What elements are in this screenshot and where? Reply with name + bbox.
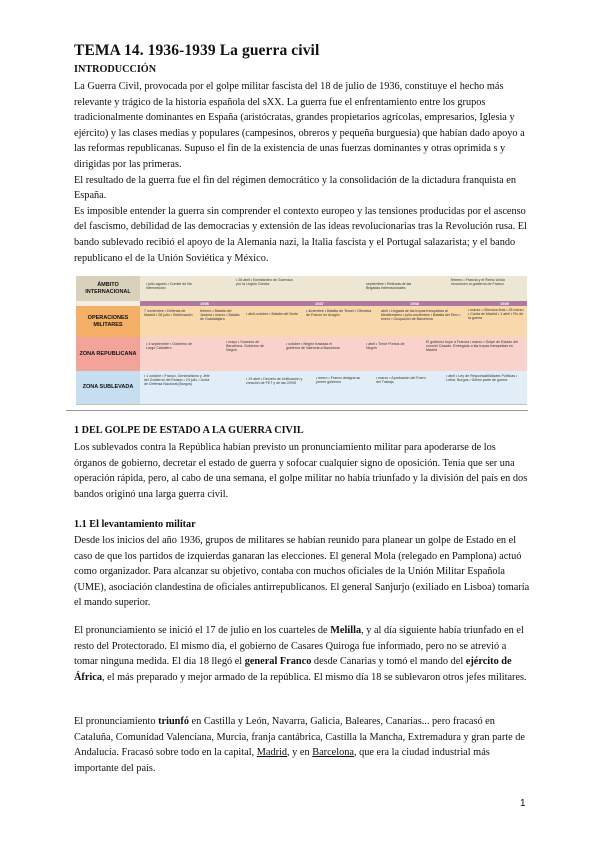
section-1-1-paragraph-3 xyxy=(74,714,530,776)
text-bold: triunfó xyxy=(158,716,189,727)
timeline-cell: • diciembre • Batalla de Teruel • Ofensiva de Franco en Aragón xyxy=(306,309,372,318)
year-label: 1939 xyxy=(500,301,509,306)
timeline-cell: • 4 septiembre • Gobierno de Largo Caballero xyxy=(146,342,193,351)
text-run: desde Canarias y tomó el mando del xyxy=(311,656,466,668)
section-1-1-text-1: Desde los inicios del año 1936, grupos de militares se habían reunido para planear un golpe de Estado en el caso de que los partidos de izquierdas ganaran las elecciones. El general Mola (relegado en Pamplona) actuó como organizador. Para alcanzar su objetivo, contaba con muchos oficiales de la Unión Militar Española (UME), asociación clandestina de oficiales antirrepublicanos. El general Sanjurjo (exiliado en Lisboa) tomaría el mando superior. xyxy=(74,535,530,609)
timeline-cell: • 19 abril • Decreto de Unificación y creación de FET y de las JONS xyxy=(246,377,303,386)
timeline-cell: • enero • Franco designa su primer gobierno xyxy=(316,376,361,385)
section-1-text: Los sublevados contra la República habían previsto un pronunciamiento militar para apoderarse de los órganos de gobierno, decretar el estado de guerra y sofocar cualquier signo de oposición. Tenía que ser una operación rápida, pero, al cabo de una semana, el golpe militar no había triunfado y la división del país en dos bandos originó una larga guerra civil. xyxy=(74,442,528,500)
row-military xyxy=(76,306,527,337)
text-bold: Melilla xyxy=(330,625,362,636)
section-1-heading: 1 DEL GOLPE DE ESTADO A LA GUERRA CIVIL xyxy=(74,425,304,436)
section-1-1-heading: 1.1 El levantamiento militar xyxy=(74,519,196,530)
section-1-1-paragraph-1 xyxy=(74,533,530,611)
timeline-cell: • octubre • Negrín traslada el gobierno de Valencia a Barcelona xyxy=(286,342,340,351)
section-1-1-paragraph-2 xyxy=(74,623,530,685)
text-run: , el más preparado y mejor armado de la república. El mismo día 18 se sublevaron otros jefes militares. xyxy=(102,671,527,683)
year-label: 1936 xyxy=(200,301,209,306)
row-label: ÁMBITO INTERNACIONAL xyxy=(76,276,140,301)
timeline-cell: • abril-octubre • Batalla del Norte xyxy=(246,312,299,316)
section-1-1-text-3 xyxy=(74,714,530,776)
text-run: , y al día siguiente había triunfado en el resto del Protectorado. El mismo día, el gobierno de Casares Quiroga fue informado, pero no se atrevió a tomar ninguna medida. El día 18 llegó el xyxy=(74,625,524,668)
intro-paragraph-3: Es imposible entender la guerra sin comprender el contexto europeo y las tensiones producidas por el ascenso del fascismo, debilidad de las democracias y extensión de las ideas revolucionarias tras la Revolución rusa. El bando sublevado recibió el apoyo de la Alemania nazi, la Italia fascista y el Portugal salazarista; y el bando republicano el de la Unión Soviética y México. xyxy=(74,205,527,264)
row-republican xyxy=(76,337,527,371)
page-title: TEMA 14. 1936-1939 La guerra civil xyxy=(74,42,320,59)
timeline-cell: 7 noviembre • Defensa de Madrid • 28 julio • Sublevación xyxy=(144,309,193,318)
text-run: , que era la ciudad industrial más importante del país. xyxy=(74,747,490,774)
text-run: El pronunciamiento se inició el 17 de julio en los cuarteles de xyxy=(74,625,331,636)
text-bold: ejército de África xyxy=(74,656,512,683)
row-insurgent xyxy=(76,371,527,404)
text-bold: general Franco xyxy=(244,656,312,668)
year-label: 1938 xyxy=(410,301,419,306)
timeline-cell: febrero • Francia y el Reino Unido reconocen al gobierno de Franco xyxy=(451,278,505,287)
timeline-cell: • julio-agosto • Comité de No Intervención xyxy=(146,282,192,291)
timeline-cell: febrero • Batalla del Jarama • marzo • Batalla de Guadalajara xyxy=(200,309,240,322)
timeline-cell: • 26 abril • Bombardeo de Guernica por la Legión Cóndor xyxy=(236,278,293,287)
intro-text xyxy=(74,79,530,266)
timeline-cell: • mayo • Sucesos de Barcelona. Gobierno de Negrín xyxy=(226,340,264,353)
intro-paragraph-2: El resultado de la guerra fue el fin del régimen democrático y la consolidación de la dictadura franquista en España. xyxy=(74,174,517,202)
timeline-cell: • marzo • Ofensiva final • 28 marzo • Caída de Madrid • 1 abril • Fin de la guerra xyxy=(468,308,524,321)
timeline-cell: • 1 octubre • Franco, Generalísimo y Jefe del Gobierno del Estado • 24 julio • Junta de Defensa Nacional (Burgos) xyxy=(144,374,210,387)
text-run: , y en xyxy=(287,747,313,759)
intro-paragraph-1: La Guerra Civil, provocada por el golpe militar fascista del 18 de julio de 1936, constituye el hecho más relevante y trágico de la historia española del sXX. La guerra fue el enfrentamiento entre los grupos tradicionalmente dominantes en España (aristócratas, grandes propietarios agrícolas, empresarios, Iglesia y ejército) y las clases medias y populares (campesinos, obreros y pequeña burguesía) que habían dado apoyo a las reformas republicanas. Supuso el fin de la existencia de unas fuerzas dominantes y otras oprimida s y dirigidas por las primeras. xyxy=(74,81,525,170)
timeline-cell: El gobierno huye a Francia • marzo • Golpe de Estado del coronel Casado. Entregado a las tropas franquistas en Madrid xyxy=(426,340,519,353)
text-run: El pronunciamiento xyxy=(74,716,159,727)
row-international xyxy=(76,276,527,301)
row-label: ZONA REPUBLICANA xyxy=(76,337,140,371)
section-1-1-text-2 xyxy=(74,623,530,685)
divider xyxy=(66,410,528,411)
row-label: ZONA SUBLEVADA xyxy=(76,371,140,404)
page-number: 1 xyxy=(520,798,526,809)
timeline-cell: abril • Llegada de las tropas franquistas al Mediterráneo • julio-noviembre • Batalla del Ebro • enero • Ocupación de Barcelona xyxy=(381,309,461,322)
timeline-cell: • abril • Ley de Responsabilidades Políticas • Lufrai, Burgos • Último parte de guerra xyxy=(446,374,518,383)
timeline-cell: septiembre • Retirada de las Brigadas Internacionales xyxy=(366,282,412,291)
timeline-table xyxy=(76,276,527,405)
timeline-cell: • marzo • Aprobación del Fuero del Trabajo xyxy=(376,376,426,385)
text-underline: Barcelona xyxy=(312,747,354,759)
row-label: OPERACIONES MILITARES xyxy=(76,306,140,337)
year-label: 1937 xyxy=(315,301,324,306)
intro-heading: INTRODUCCIÓN xyxy=(74,64,157,75)
section-1-paragraph xyxy=(74,440,530,502)
timeline-cell: • abril • Trece Puntos de Negrín xyxy=(366,342,405,351)
text-underline: Madrid xyxy=(256,747,288,759)
text-run: en Castilla y León, Navarra, Galicia, Baleares, Canarias... pero fracasó en Cataluña, Comunidad Valenciana, Murcia, franja cantábrica, Castilla la Mancha, Extremadura y gran parte de Andalucía. Fracasó sobre todo en la capital, xyxy=(74,716,525,759)
